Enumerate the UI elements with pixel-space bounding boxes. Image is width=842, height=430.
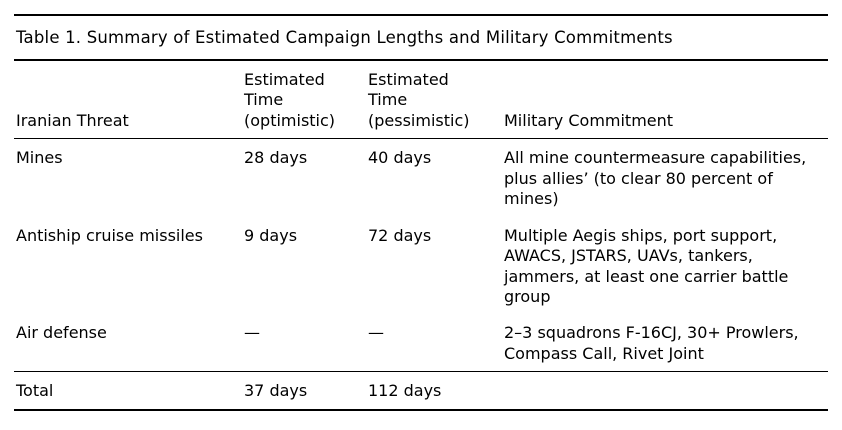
header-line-1: Estimated [368, 69, 449, 89]
column-header-estimated-time-pessimistic [366, 61, 502, 138]
cell-optimistic: 9 days [244, 225, 298, 245]
summary-table [14, 61, 828, 138]
table-header [14, 61, 828, 138]
cell-total-label: Total [16, 381, 54, 401]
header-row [14, 61, 828, 138]
header-line-3: (pessimistic) [368, 110, 470, 130]
column-header-estimated-time-optimistic [242, 61, 366, 138]
cell-threat: Air defense [16, 323, 107, 343]
header-text: Iranian Threat [16, 110, 129, 130]
summary-table-total [14, 372, 828, 408]
cell-commitment: Multiple Aegis ships, port support, AWACS, JSTARS, UAVs, tankers, jammers, at least one carrier battle group [504, 225, 789, 307]
cell-commitment: All mine countermeasure capabilities, plus allies’ (to clear 80 percent of mines) [504, 148, 807, 209]
cell-pessimistic: 40 days [368, 148, 432, 168]
cell-threat: Mines [16, 148, 63, 168]
cell-pessimistic: 72 days [368, 225, 432, 245]
header-text: Military Commitment [504, 110, 674, 130]
header-line-2: Time [368, 90, 408, 110]
cell-optimistic: 28 days [244, 148, 308, 168]
table-row [14, 139, 828, 216]
cell-total-commitment [502, 372, 828, 408]
column-header-military-commitment [502, 61, 828, 138]
table-caption: Table 1. Summary of Estimated Campaign Lengths and Military Commitments [16, 28, 673, 47]
cell-total-pessimistic: 112 days [368, 381, 442, 401]
summary-table-body [14, 139, 828, 371]
table-row [14, 217, 828, 315]
table-bottom-rule [14, 409, 828, 411]
cell-optimistic: — [244, 323, 260, 343]
column-header-iranian-threat [14, 61, 242, 138]
table-row-total [14, 372, 828, 408]
table-body [14, 139, 828, 371]
table-row [14, 314, 828, 371]
cell-threat: Antiship cruise missiles [16, 225, 203, 245]
header-line-3: (optimistic) [244, 110, 336, 130]
header-line-2: Time [244, 90, 284, 110]
cell-pessimistic: — [368, 323, 384, 343]
cell-total-optimistic: 37 days [244, 381, 308, 401]
table-page [0, 14, 842, 430]
header-line-1: Estimated [244, 69, 325, 89]
cell-commitment: 2–3 squadrons F-16CJ, 30+ Prowlers, Compass Call, Rivet Joint [504, 323, 799, 363]
